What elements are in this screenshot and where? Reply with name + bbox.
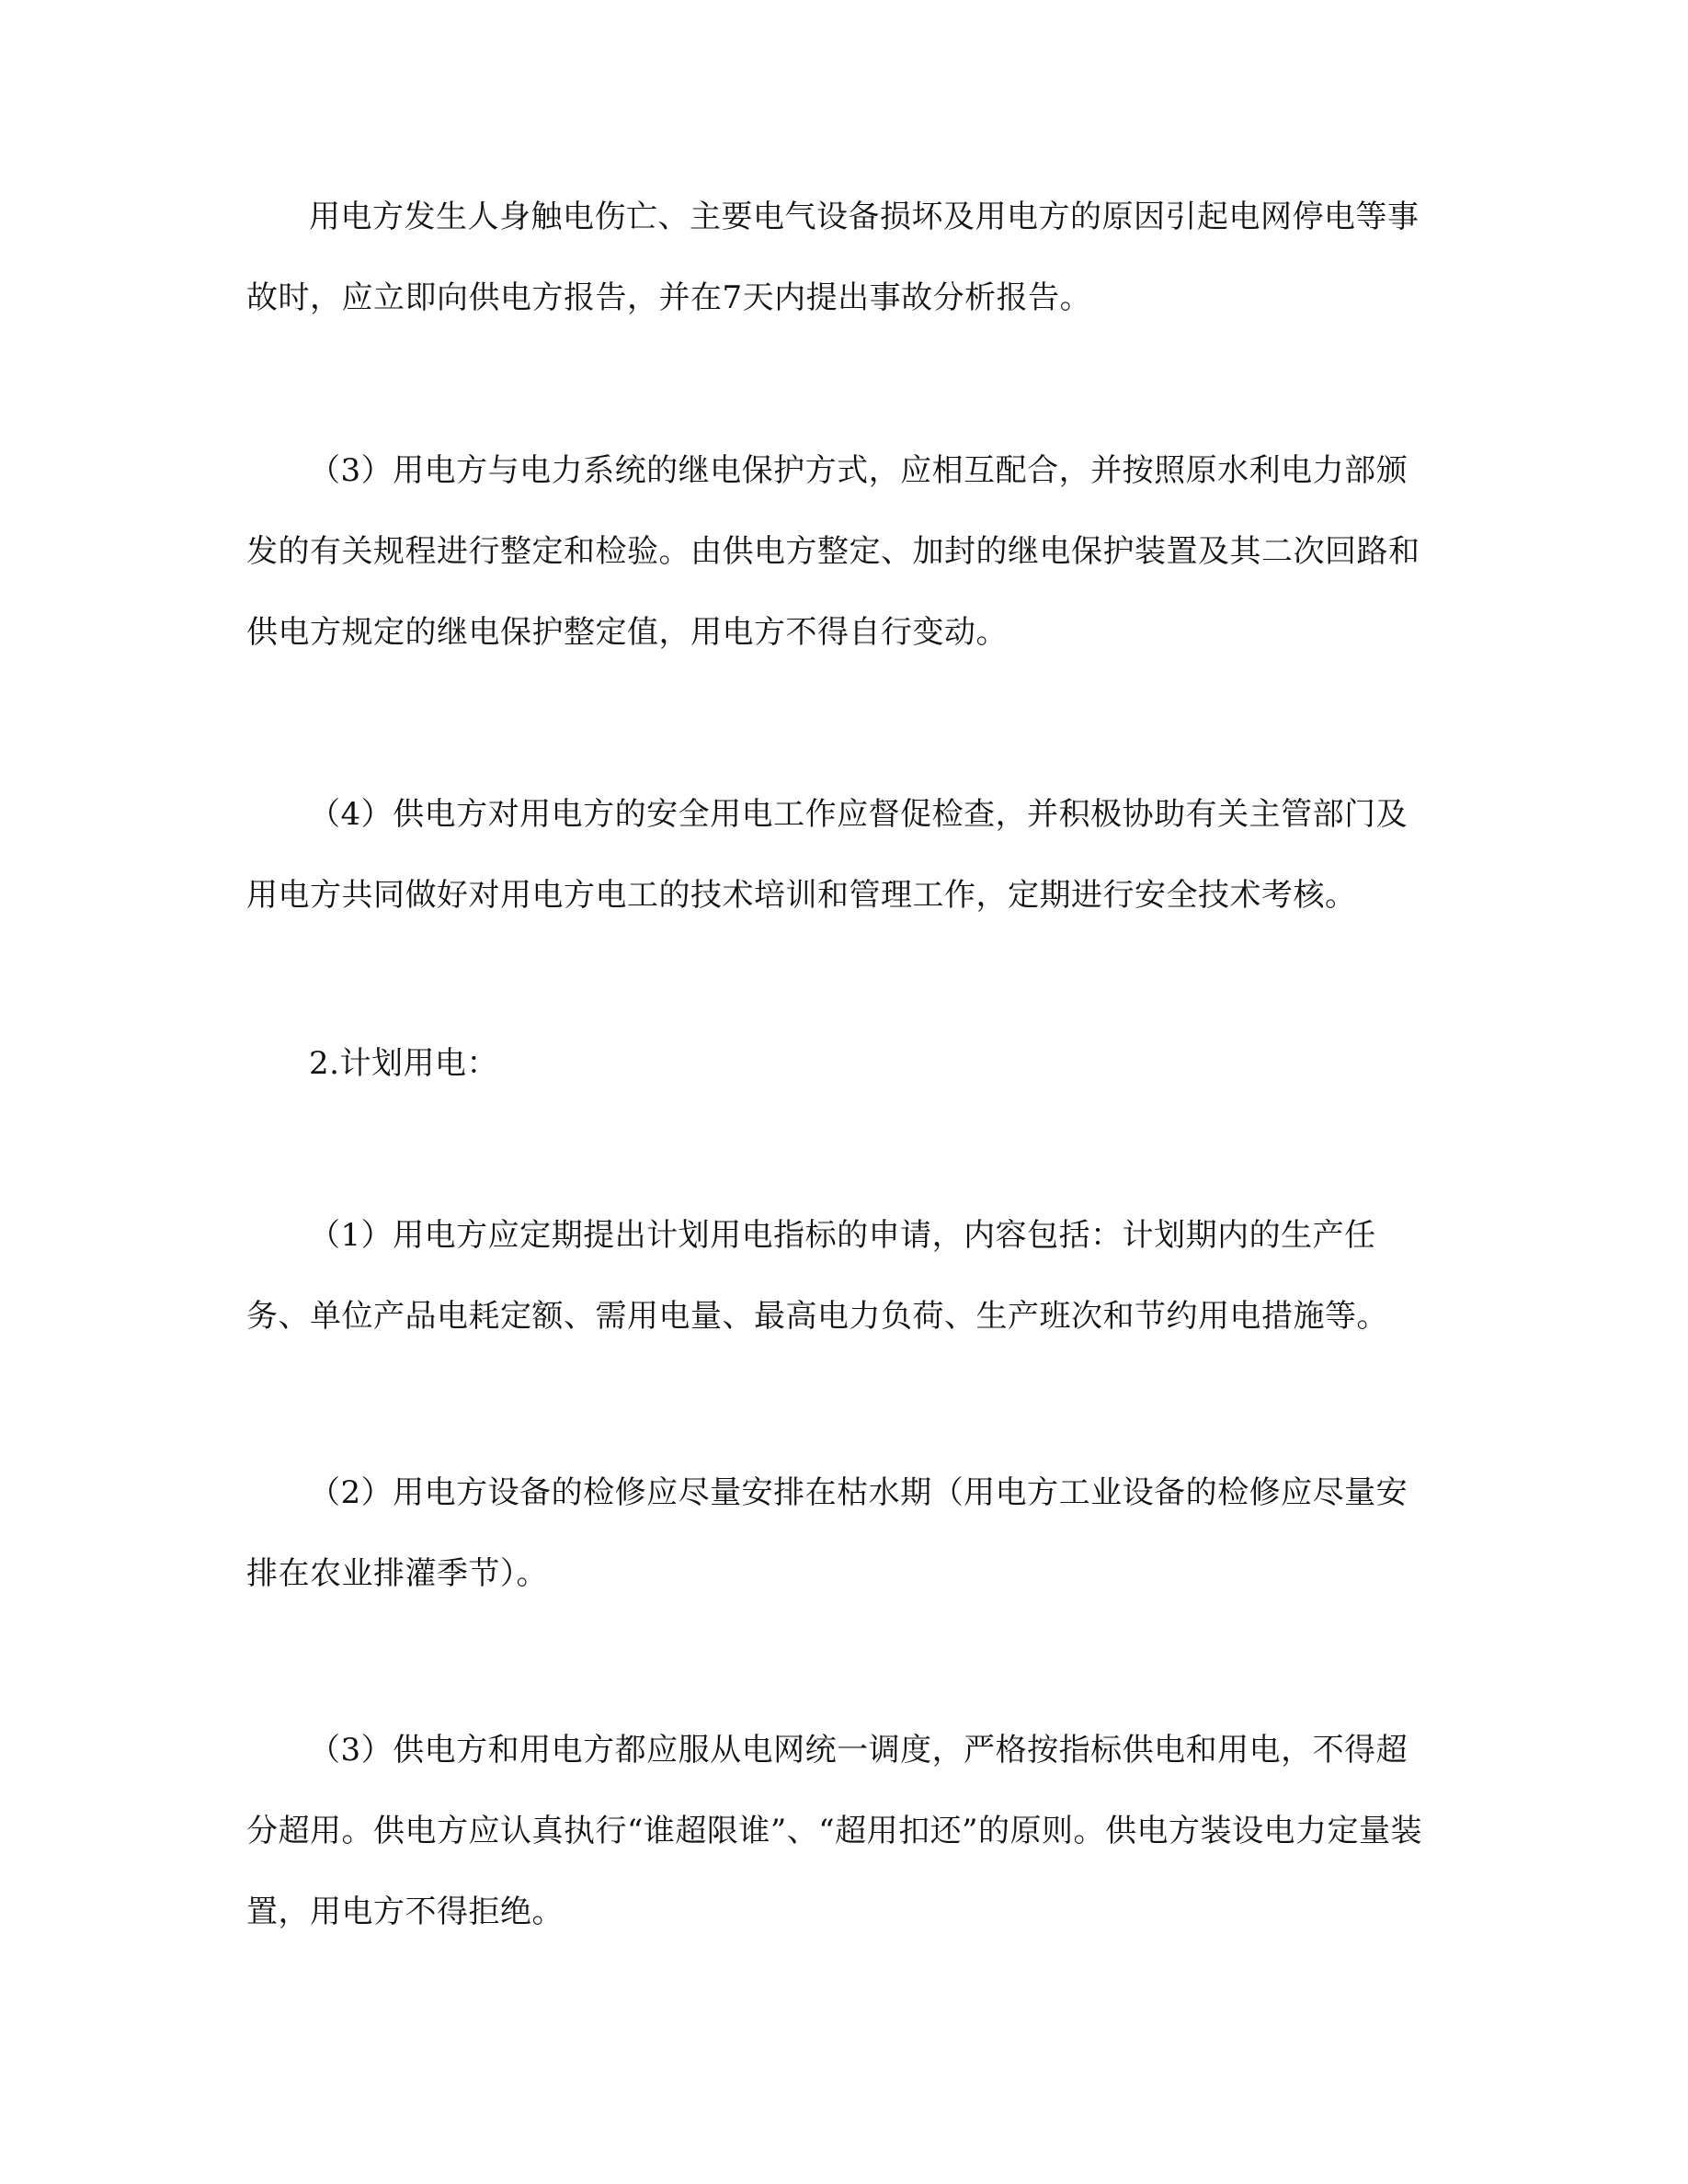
paragraph-power-indicator-application: （1）用电方应定期提出计划用电指标的申请，内容包括：计划期内的生产任务、单位产品电耗定额、需用电量、最高电力负荷、生产班次和节约用电措施等。: [246, 1217, 1388, 1335]
paragraph-safety-inspection: （4）供电方对用电方的安全用电工作应督促检查，并积极协助有关主管部门及用电方共同做好对用电方电工的技术培训和管理工作，定期进行安全技术考核。: [246, 796, 1409, 914]
paragraph-maintenance-schedule: （2）用电方设备的检修应尽量安排在枯水期（用电方工业设备的检修应尽量安排在农业排灌季节）。: [246, 1474, 1409, 1592]
section-heading-planned-power: 2.计划用电：: [309, 1045, 498, 1082]
paragraph-grid-dispatch: （3）供电方和用电方都应服从电网统一调度，严格按指标供电和用电，不得超分超用。供电方应认真执行“谁超限谁”、“超用扣还”的原则。供电方装设电力定量装置，用电方不得拒绝。: [246, 1732, 1423, 1930]
paragraph-accident-report: 用电方发生人身触电伤亡、主要电气设备损坏及用电方的原因引起电网停电等事故时，应立即向供电方报告，并在7天内提出事故分析报告。: [246, 199, 1420, 316]
paragraph-relay-protection: （3）用电方与电力系统的继电保护方式，应相互配合，并按照原水利电力部颁发的有关规程进行整定和检验。由供电方整定、加封的继电保护装置及其二次回路和供电方规定的继电保护整定值，用电方不得自行变动。: [246, 452, 1420, 651]
